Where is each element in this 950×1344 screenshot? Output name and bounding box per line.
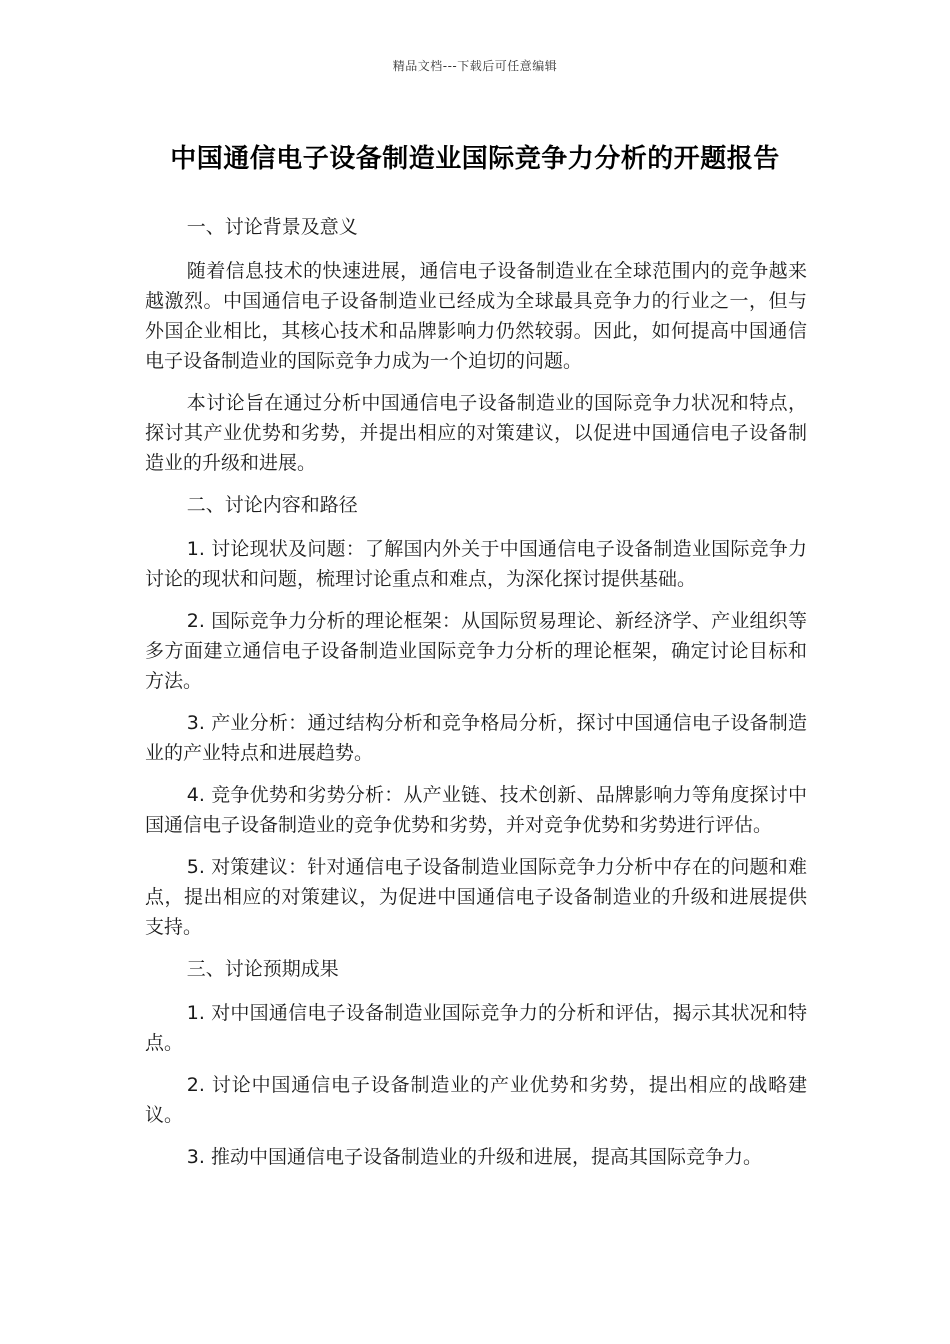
section-heading-content: 二、讨论内容和路径 (186, 494, 358, 516)
content-item-5: 5. 对策建议：针对通信电子设备制造业国际竞争力分析中存在的问题和难点，提出相应的对策建议，为促进中国通信电子设备制造业的升级和进展提供支持。 (145, 856, 807, 938)
section-heading-background: 一、讨论背景及意义 (186, 216, 358, 238)
document-title: 中国通信电子设备制造业国际竞争力分析的开题报告 (170, 144, 780, 174)
header-note: 精品文档---下载后可任意编辑 (392, 59, 558, 73)
outcome-item-2: 2. 讨论中国通信电子设备制造业的产业优势和劣势，提出相应的战略建议。 (145, 1074, 807, 1126)
paragraph-purpose: 本讨论旨在通过分析中国通信电子设备制造业的国际竞争力状况和特点，探讨其产业优势和劣势，并提出相应的对策建议，以促进中国通信电子设备制造业的升级和进展。 (145, 392, 807, 474)
content-item-2: 2. 国际竞争力分析的理论框架：从国际贸易理论、新经济学、产业组织等多方面建立通信电子设备制造业国际竞争力分析的理论框架，确定讨论目标和方法。 (145, 610, 807, 692)
content-item-1: 1. 讨论现状及问题：了解国内外关于中国通信电子设备制造业国际竞争力讨论的现状和问题，梳理讨论重点和难点，为深化探讨提供基础。 (145, 538, 807, 590)
outcome-item-3: 3. 推动中国通信电子设备制造业的升级和进展，提高其国际竞争力。 (186, 1146, 762, 1168)
content-item-3: 3. 产业分析：通过结构分析和竞争格局分析，探讨中国通信电子设备制造业的产业特点和进展趋势。 (145, 712, 807, 764)
document-body (145, 212, 807, 1184)
content-item-4: 4. 竞争优势和劣势分析：从产业链、技术创新、品牌影响力等角度探讨中国通信电子设备制造业的竞争优势和劣势，并对竞争优势和劣势进行评估。 (145, 784, 807, 836)
outcome-item-1: 1. 对中国通信电子设备制造业国际竞争力的分析和评估，揭示其状况和特点。 (145, 1002, 807, 1054)
paragraph-background: 随着信息技术的快速进展，通信电子设备制造业在全球范围内的竞争越来越激烈。中国通信电子设备制造业已经成为全球最具竞争力的行业之一，但与外国企业相比，其核心技术和品牌影响力仍然较弱。因此，如何提高中国通信电子设备制造业的国际竞争力成为一个迫切的问题。 (145, 260, 807, 372)
section-heading-outcomes: 三、讨论预期成果 (186, 958, 339, 980)
